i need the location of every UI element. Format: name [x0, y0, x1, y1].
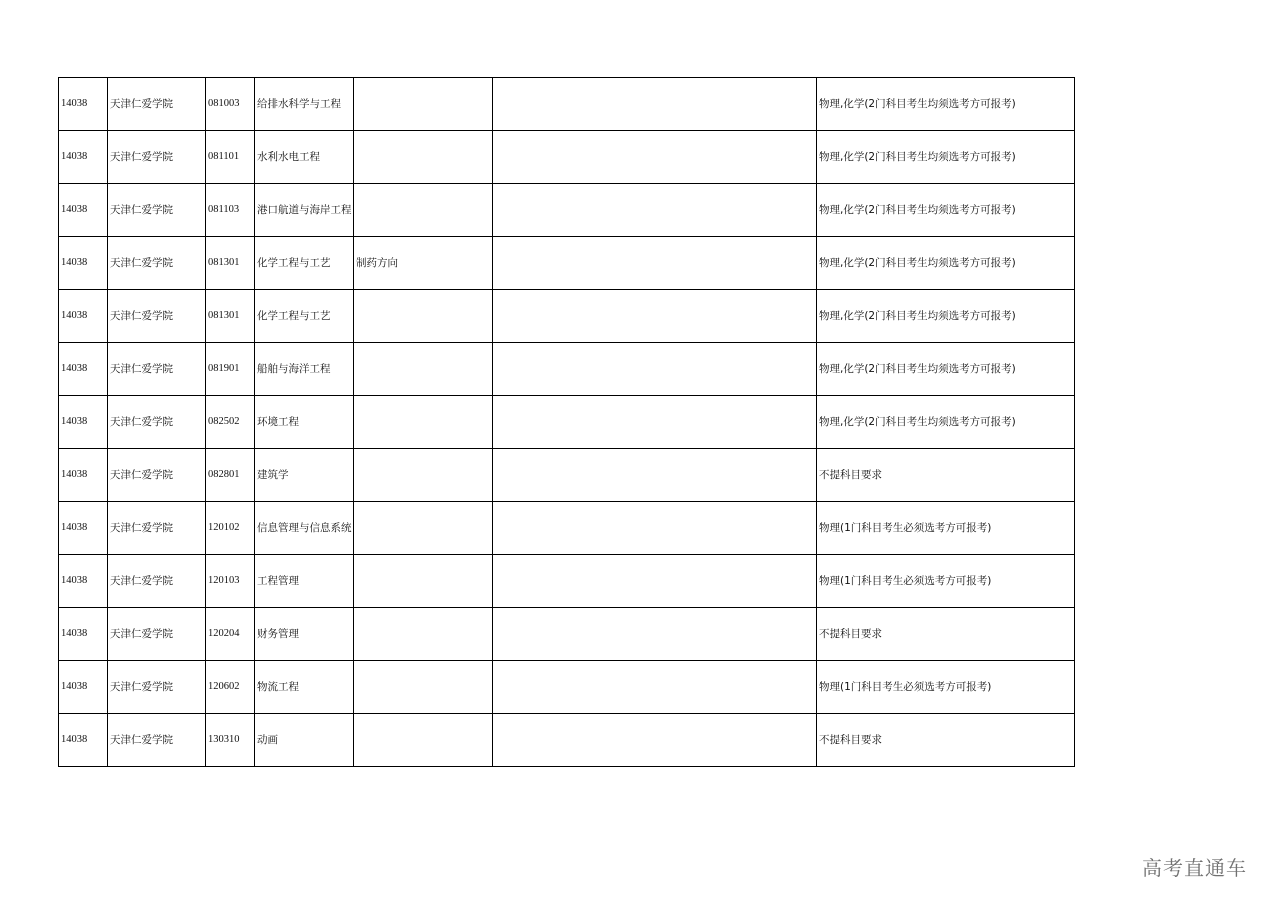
school-name-cell: 天津仁爱学院: [108, 449, 206, 502]
major-code-cell: 081301: [206, 290, 255, 343]
note-cell: [493, 714, 817, 767]
table-row: [59, 78, 1075, 131]
table-row: [59, 131, 1075, 184]
requirement-cell: 不提科目要求: [817, 449, 1075, 502]
school-code-cell: 14038: [59, 714, 108, 767]
requirement-cell: 物理,化学(2门科目考生均须选考方可报考): [817, 78, 1075, 131]
school-name-cell: 天津仁爱学院: [108, 555, 206, 608]
table-row: [59, 184, 1075, 237]
direction-cell: [354, 449, 493, 502]
major-code-cell: 081901: [206, 343, 255, 396]
major-code-cell: 130310: [206, 714, 255, 767]
note-cell: [493, 131, 817, 184]
school-code-cell: 14038: [59, 343, 108, 396]
school-code-cell: 14038: [59, 290, 108, 343]
note-cell: [493, 78, 817, 131]
school-name-cell: 天津仁爱学院: [108, 78, 206, 131]
note-cell: [493, 608, 817, 661]
major-code-cell: 082502: [206, 396, 255, 449]
note-cell: [493, 449, 817, 502]
note-cell: [493, 343, 817, 396]
direction-cell: [354, 502, 493, 555]
school-name-cell: 天津仁爱学院: [108, 714, 206, 767]
note-cell: [493, 661, 817, 714]
major-code-cell: 120102: [206, 502, 255, 555]
requirement-cell: 物理,化学(2门科目考生均须选考方可报考): [817, 131, 1075, 184]
direction-cell: 制药方向: [354, 237, 493, 290]
school-name-cell: 天津仁爱学院: [108, 502, 206, 555]
requirement-cell: 物理,化学(2门科目考生均须选考方可报考): [817, 237, 1075, 290]
direction-cell: [354, 78, 493, 131]
requirement-cell: 物理,化学(2门科目考生均须选考方可报考): [817, 343, 1075, 396]
school-name-cell: 天津仁爱学院: [108, 661, 206, 714]
major-code-cell: 120204: [206, 608, 255, 661]
major-name-cell: 水利水电工程: [255, 131, 354, 184]
table-row: [59, 502, 1075, 555]
school-name-cell: 天津仁爱学院: [108, 343, 206, 396]
school-name-cell: 天津仁爱学院: [108, 290, 206, 343]
direction-cell: [354, 396, 493, 449]
note-cell: [493, 237, 817, 290]
school-name-cell: 天津仁爱学院: [108, 608, 206, 661]
note-cell: [493, 502, 817, 555]
major-code-cell: 081003: [206, 78, 255, 131]
school-name-cell: 天津仁爱学院: [108, 184, 206, 237]
requirement-cell: 物理(1门科目考生必须选考方可报考): [817, 555, 1075, 608]
requirement-cell: 物理,化学(2门科目考生均须选考方可报考): [817, 290, 1075, 343]
school-code-cell: 14038: [59, 396, 108, 449]
major-name-cell: 化学工程与工艺: [255, 290, 354, 343]
major-code-cell: 081101: [206, 131, 255, 184]
table-row: [59, 661, 1075, 714]
school-code-cell: 14038: [59, 184, 108, 237]
requirement-cell: 不提科目要求: [817, 608, 1075, 661]
direction-cell: [354, 555, 493, 608]
note-cell: [493, 290, 817, 343]
table-row: [59, 237, 1075, 290]
major-code-cell: 082801: [206, 449, 255, 502]
school-code-cell: 14038: [59, 661, 108, 714]
direction-cell: [354, 131, 493, 184]
school-code-cell: 14038: [59, 78, 108, 131]
table-row: [59, 396, 1075, 449]
table-row: [59, 555, 1075, 608]
school-code-cell: 14038: [59, 131, 108, 184]
requirement-cell: 物理,化学(2门科目考生均须选考方可报考): [817, 184, 1075, 237]
direction-cell: [354, 343, 493, 396]
major-name-cell: 动画: [255, 714, 354, 767]
major-name-cell: 建筑学: [255, 449, 354, 502]
requirement-cell: 不提科目要求: [817, 714, 1075, 767]
requirement-cell: 物理(1门科目考生必须选考方可报考): [817, 502, 1075, 555]
direction-cell: [354, 608, 493, 661]
school-name-cell: 天津仁爱学院: [108, 237, 206, 290]
school-name-cell: 天津仁爱学院: [108, 396, 206, 449]
direction-cell: [354, 290, 493, 343]
major-name-cell: 化学工程与工艺: [255, 237, 354, 290]
school-code-cell: 14038: [59, 502, 108, 555]
major-name-cell: 给排水科学与工程: [255, 78, 354, 131]
major-code-cell: 120602: [206, 661, 255, 714]
table-row: [59, 714, 1075, 767]
direction-cell: [354, 184, 493, 237]
school-name-cell: 天津仁爱学院: [108, 131, 206, 184]
table-body: [59, 78, 1075, 767]
admission-table: [58, 77, 1075, 767]
table-row: [59, 449, 1075, 502]
major-name-cell: 财务管理: [255, 608, 354, 661]
major-name-cell: 信息管理与信息系统: [255, 502, 354, 555]
note-cell: [493, 396, 817, 449]
direction-cell: [354, 661, 493, 714]
requirement-cell: 物理,化学(2门科目考生均须选考方可报考): [817, 396, 1075, 449]
major-code-cell: 081301: [206, 237, 255, 290]
school-code-cell: 14038: [59, 449, 108, 502]
major-name-cell: 港口航道与海岸工程: [255, 184, 354, 237]
school-code-cell: 14038: [59, 237, 108, 290]
direction-cell: [354, 714, 493, 767]
school-code-cell: 14038: [59, 608, 108, 661]
note-cell: [493, 555, 817, 608]
note-cell: [493, 184, 817, 237]
major-code-cell: 081103: [206, 184, 255, 237]
table-row: [59, 290, 1075, 343]
requirement-cell: 物理(1门科目考生必须选考方可报考): [817, 661, 1075, 714]
major-name-cell: 工程管理: [255, 555, 354, 608]
major-code-cell: 120103: [206, 555, 255, 608]
watermark-text: 高考直通车: [1142, 856, 1247, 880]
major-name-cell: 环境工程: [255, 396, 354, 449]
major-name-cell: 物流工程: [255, 661, 354, 714]
table-row: [59, 343, 1075, 396]
school-code-cell: 14038: [59, 555, 108, 608]
major-name-cell: 船舶与海洋工程: [255, 343, 354, 396]
table-row: [59, 608, 1075, 661]
